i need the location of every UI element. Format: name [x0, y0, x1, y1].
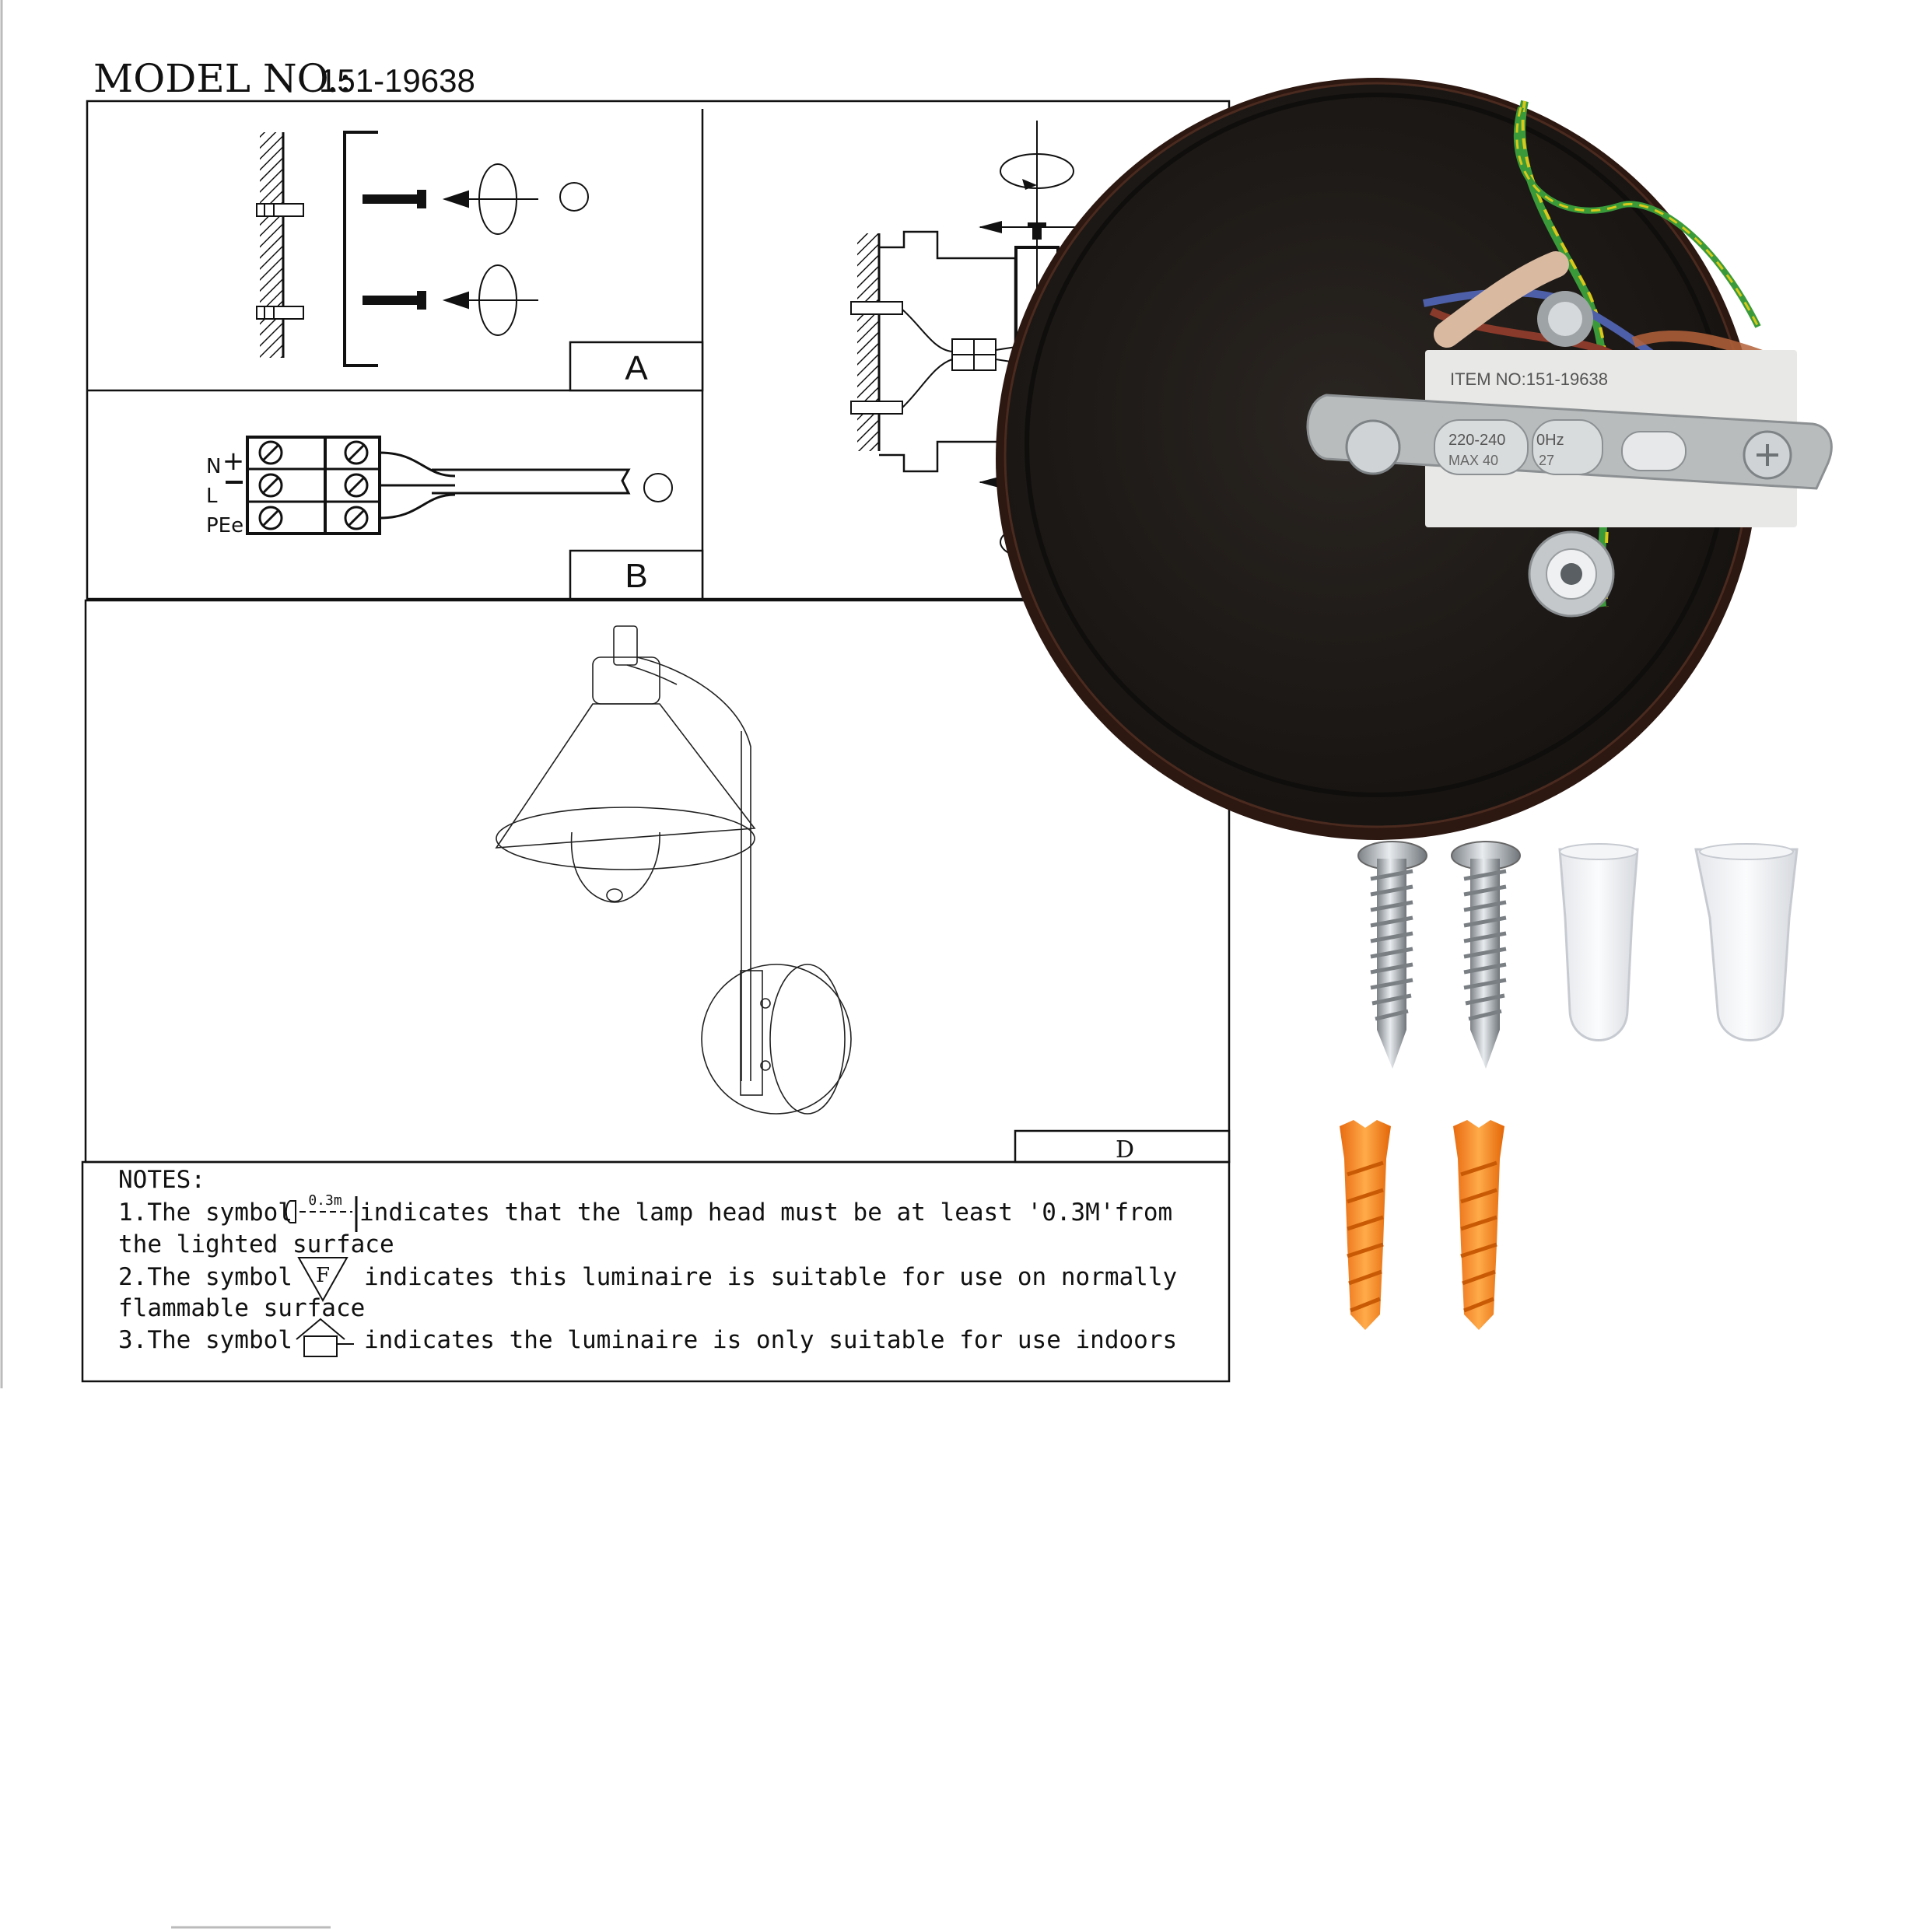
- screw-2-icon: [1452, 842, 1520, 1069]
- wall-plug-2-icon: [1453, 1120, 1504, 1330]
- notes-heading: NOTES:: [118, 1166, 205, 1194]
- terminal-label-l: L: [206, 485, 218, 508]
- wall-hatch: [260, 132, 283, 358]
- panel-b: [206, 437, 702, 599]
- panel-d-letter: D: [1115, 1136, 1135, 1164]
- panel-a-letter: A: [625, 349, 648, 387]
- label-voltage: 220-240: [1448, 432, 1506, 449]
- cable: [380, 453, 629, 518]
- anchor-c-top: [851, 302, 902, 314]
- flammable-symbol-letter: F: [315, 1264, 331, 1287]
- wall-anchor-top: [257, 204, 303, 216]
- note-2-end: indicates this luminaire is suitable for use on normally: [364, 1263, 1178, 1291]
- notes-box: [82, 1162, 1229, 1381]
- panel-a: [257, 132, 702, 390]
- anchor-c-bottom: [851, 401, 902, 414]
- screw-top: [363, 190, 426, 208]
- note-3-end: indicates the luminaire is only suitable for use indoors: [364, 1326, 1178, 1354]
- bracket-outline: [345, 132, 378, 366]
- wall-lamp-drawing: [496, 626, 851, 1114]
- note-1-end: indicates that the lamp head must be at least '0.3M'from: [359, 1199, 1173, 1227]
- note-2-continued: flammable surface: [118, 1294, 366, 1322]
- rotation-arrow-bottom: [445, 265, 538, 335]
- note-3-start: 3.The symbol: [118, 1326, 292, 1354]
- label-hz: 0Hz: [1536, 432, 1564, 449]
- wall-hatch-c: [857, 233, 879, 451]
- marker-circle-b: [644, 474, 672, 502]
- label-base: 27: [1539, 453, 1555, 468]
- wall-anchor-bottom: [257, 306, 303, 319]
- plus-mark: +: [222, 446, 245, 477]
- marker-circle: [560, 183, 588, 211]
- model-label: MODEL NO.:: [93, 56, 352, 101]
- wall-plug-1-icon: [1340, 1120, 1391, 1330]
- panel-b-letter: B: [625, 557, 648, 595]
- screw-c-top: [979, 221, 1077, 240]
- rotation-arrow-top: [445, 164, 538, 234]
- plate-screw-left: [1347, 421, 1399, 474]
- note-1-continued: the lighted surface: [118, 1230, 394, 1258]
- screw-1-icon: [1358, 842, 1427, 1069]
- note-1-start: 1.The symbol: [118, 1199, 292, 1227]
- label-max: MAX 40: [1448, 453, 1499, 468]
- indoor-house-icon: [296, 1319, 354, 1356]
- canopy-photo: [996, 78, 1831, 840]
- terminal-label-n: N: [206, 455, 222, 478]
- model-number: 151-19638: [319, 62, 475, 99]
- wire-cap-1-icon: [1560, 844, 1638, 1041]
- note-2-start: 2.The symbol: [118, 1263, 292, 1291]
- screw-bottom: [363, 291, 426, 310]
- panel-d: [86, 600, 1229, 1164]
- wire-cap-2-icon: [1696, 844, 1797, 1041]
- terminal-label-pe: PEe: [206, 514, 244, 537]
- distance-symbol-icon: [286, 1192, 356, 1232]
- distance-symbol-label: 0.3m: [308, 1192, 342, 1209]
- connector-c: [952, 339, 996, 370]
- label-item-number: ITEM NO:151-19638: [1450, 369, 1608, 389]
